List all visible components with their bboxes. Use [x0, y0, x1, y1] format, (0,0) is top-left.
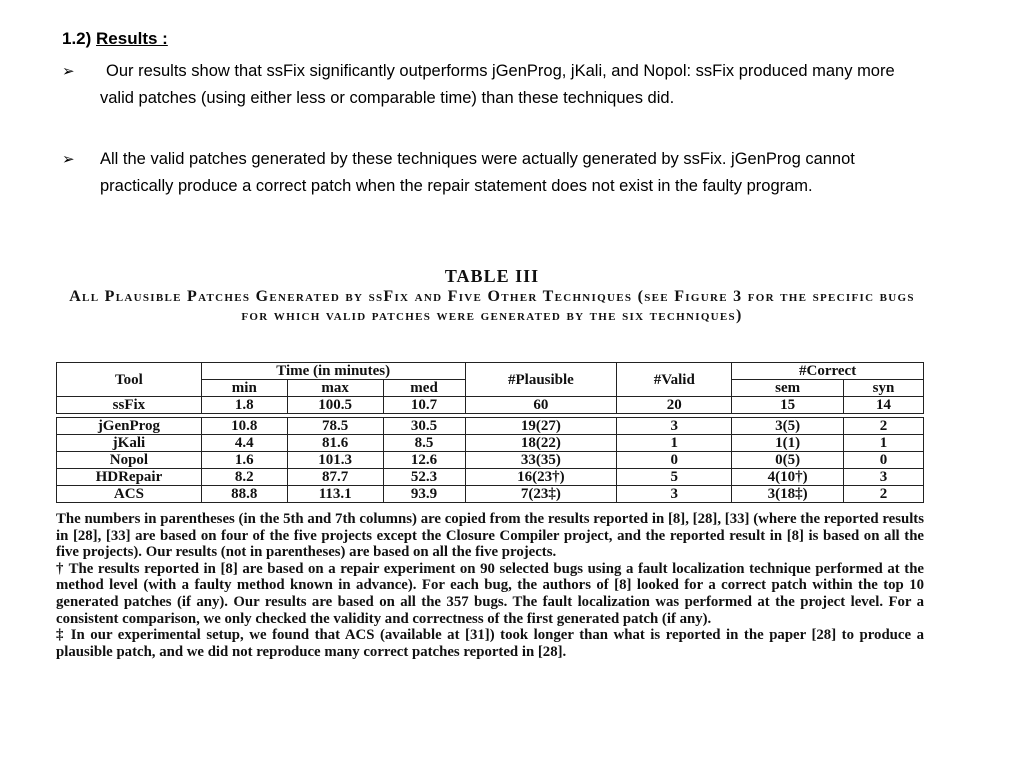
cell: 30.5 — [383, 418, 465, 435]
cell: 60 — [465, 397, 617, 414]
cell: 81.6 — [287, 435, 383, 452]
table-caption — [58, 265, 926, 325]
cell: 15 — [732, 397, 844, 414]
cell: 3(18‡) — [732, 486, 844, 503]
table-label: TABLE III — [444, 266, 540, 286]
note-paragraph: † The results reported in [8] are based on a repair experiment on 90 selected bugs using a fault localization technique performed at the method level (with a faulty method known in advance). For each bug, the authors of [8] looked for a correct patch within the top 10 generated patches (if any). Our results are based on all the 357 bugs. The fault localization was performed at the project level. For a consistent comparison, we only checked the validity and correctness of the first generated patch (if any). — [56, 560, 924, 627]
cell: 88.8 — [201, 486, 287, 503]
results-table — [56, 362, 924, 503]
header-min: min — [201, 380, 287, 397]
cell: 33(35) — [465, 452, 617, 469]
table-row — [57, 435, 924, 452]
cell: 10.8 — [201, 418, 287, 435]
cell: 4.4 — [201, 435, 287, 452]
cell: 0(5) — [732, 452, 844, 469]
cell: 101.3 — [287, 452, 383, 469]
cell: 2 — [844, 486, 924, 503]
header-valid: #Valid — [617, 363, 732, 397]
table-row — [57, 486, 924, 503]
cell: ACS — [57, 486, 202, 503]
cell: 18(22) — [465, 435, 617, 452]
bullet-text: All the valid patches generated by these techniques were actually generated by ssFix. jGenProg cannot practically produce a correct patch when the repair statement does not exist in the faulty program. — [100, 150, 855, 195]
table-row — [57, 418, 924, 435]
note-paragraph: ‡ In our experimental setup, we found that ACS (available at [31]) took longer than what is reported in the paper [28] to produce a plausible patch, and we did not reproduce many correct patches reported in [28]. — [56, 627, 924, 660]
cell: 3 — [844, 469, 924, 486]
header-syn: syn — [844, 380, 924, 397]
cell: 2 — [844, 418, 924, 435]
arrow-bullet-icon: ➢ — [62, 151, 75, 168]
header-max: max — [287, 380, 383, 397]
header-correct: #Correct — [732, 363, 924, 380]
section-heading — [62, 28, 168, 50]
cell: jGenProg — [57, 418, 202, 435]
cell: 0 — [617, 452, 732, 469]
cell: 52.3 — [383, 469, 465, 486]
cell: 1 — [617, 435, 732, 452]
cell: jKali — [57, 435, 202, 452]
header-plausible: #Plausible — [465, 363, 617, 397]
cell: 1.6 — [201, 452, 287, 469]
cell: 113.1 — [287, 486, 383, 503]
table-row — [57, 397, 924, 414]
cell: 3(5) — [732, 418, 844, 435]
header-time: Time (in minutes) — [201, 363, 465, 380]
cell: 3 — [617, 486, 732, 503]
cell: 20 — [617, 397, 732, 414]
cell: 1 — [844, 435, 924, 452]
table-row — [57, 452, 924, 469]
cell: HDRepair — [57, 469, 202, 486]
table-row — [57, 469, 924, 486]
cell: 8.5 — [383, 435, 465, 452]
cell: 14 — [844, 397, 924, 414]
cell: 7(23‡) — [465, 486, 617, 503]
note-paragraph: The numbers in parentheses (in the 5th and 7th columns) are copied from the results reported in [8], [28], [33] (where the reported results in [28], [33] are based on four of the five projects except the Closure Compiler project, and the reported result in [8] is based on all the five projects). Our results (not in parentheses) are based on all the five projects. — [56, 511, 924, 561]
section-title: Results : — [96, 29, 168, 48]
cell: 87.7 — [287, 469, 383, 486]
arrow-bullet-icon: ➢ — [62, 63, 75, 80]
bullet-text: Our results show that ssFix significantly outperforms jGenProg, jKali, and Nopol: ssFix produced many more valid patches (using either less or comparable time) than these techniques did. — [100, 62, 895, 107]
cell: 3 — [617, 418, 732, 435]
cell: 5 — [617, 469, 732, 486]
cell: 19(27) — [465, 418, 617, 435]
cell: ssFix — [57, 397, 202, 414]
cell: 1.8 — [201, 397, 287, 414]
cell: 1(1) — [732, 435, 844, 452]
cell: 0 — [844, 452, 924, 469]
table-notes — [56, 511, 924, 660]
cell: 8.2 — [201, 469, 287, 486]
cell: 93.9 — [383, 486, 465, 503]
cell: 78.5 — [287, 418, 383, 435]
table-caption-text: All Plausible Patches Generated by ssFix and Five Other Techniques (see Figure 3 for the specific bugs for which valid patches were generated by the six techniques) — [69, 288, 915, 324]
header-med: med — [383, 380, 465, 397]
section-number: 1.2) — [62, 29, 92, 48]
cell: 10.7 — [383, 397, 465, 414]
cell: 100.5 — [287, 397, 383, 414]
cell: 4(10†) — [732, 469, 844, 486]
cell: 16(23†) — [465, 469, 617, 486]
table-header-row — [57, 363, 924, 380]
cell: Nopol — [57, 452, 202, 469]
header-tool: Tool — [57, 363, 202, 397]
cell: 12.6 — [383, 452, 465, 469]
header-sem: sem — [732, 380, 844, 397]
